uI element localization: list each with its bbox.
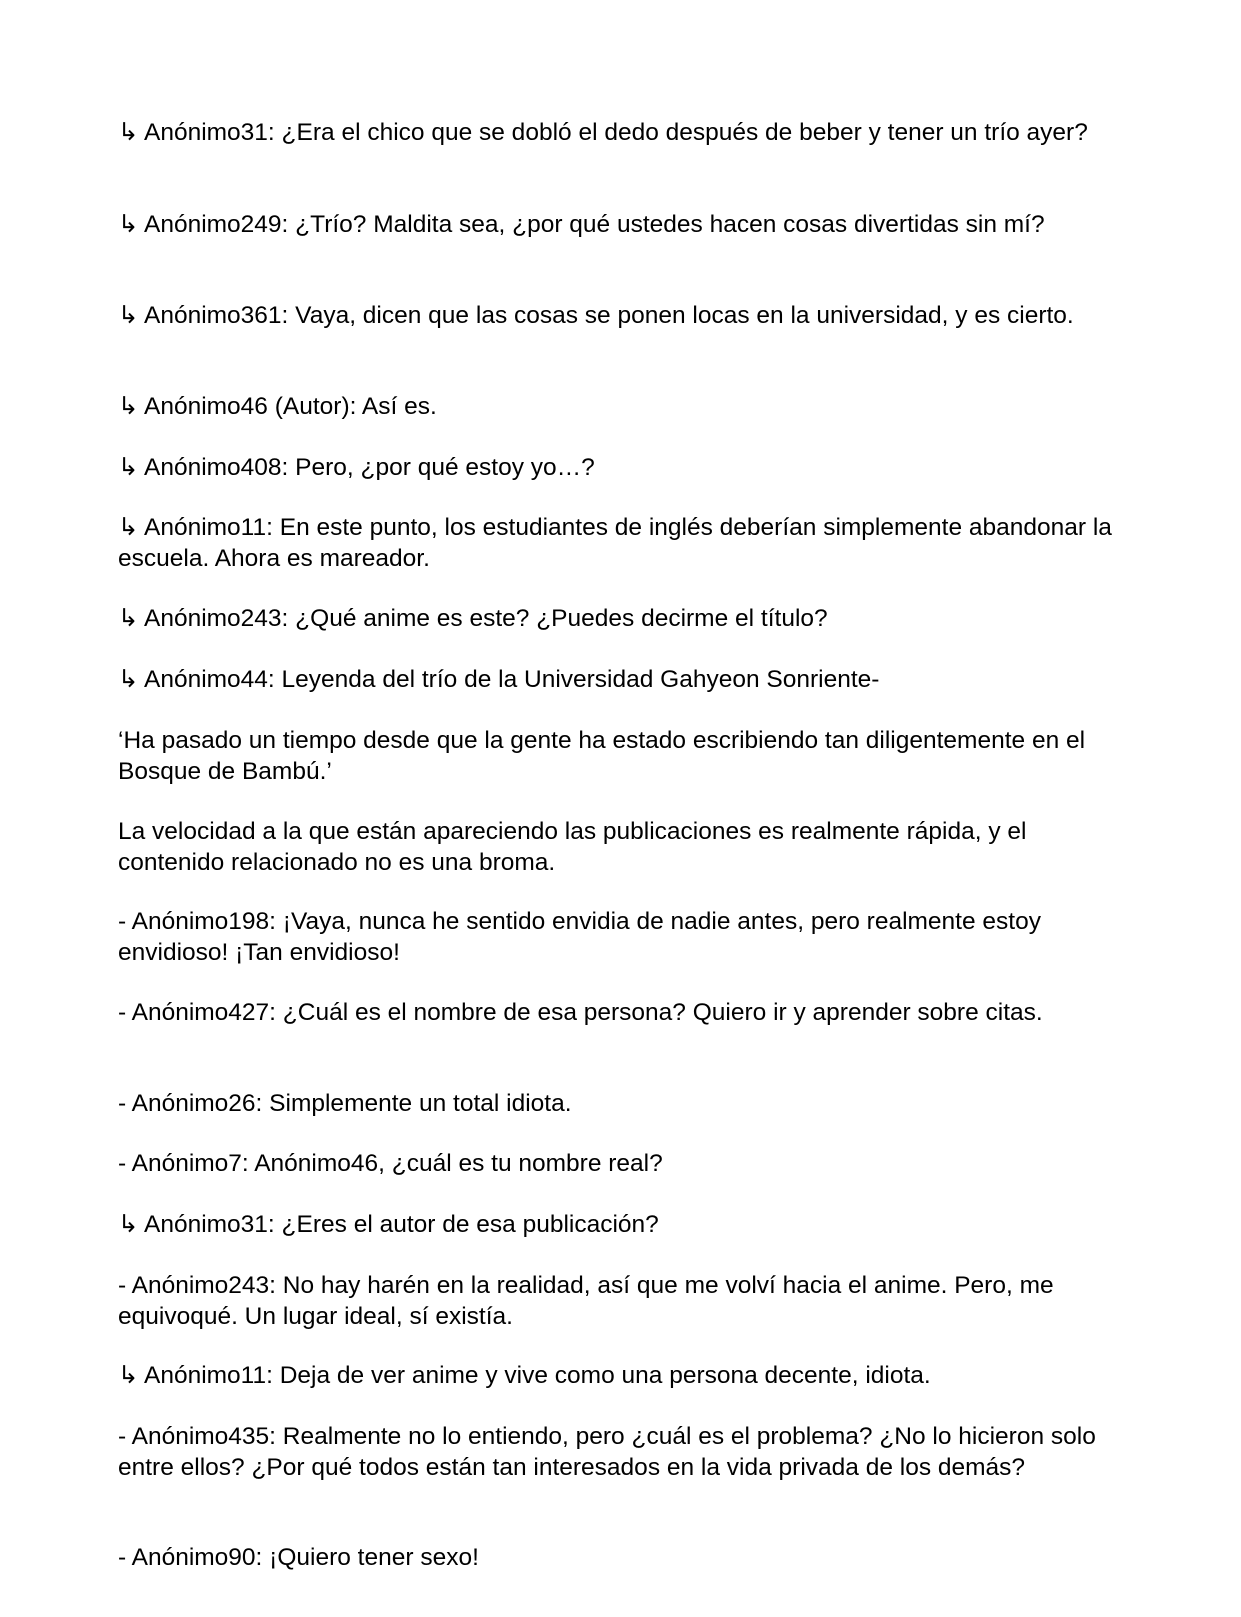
- paragraph-18: - Anónimo435: Realmente no lo entiendo, pero ¿cuál es el problema? ¿No lo hicieron solo entre ellos? ¿Por qué todos están tan interesados en la vida privada de los demás?: [118, 1423, 1096, 1481]
- paragraph-10: La velocidad a la que están apareciendo las publicaciones es realmente rápida, y el contenido relacionado no es una broma.: [118, 818, 1027, 876]
- paragraph-7: ↳ Anónimo243: ¿Qué anime es este? ¿Puedes decirme el título?: [118, 605, 828, 632]
- paragraph-11: - Anónimo198: ¡Vaya, nunca he sentido envidia de nadie antes, pero realmente estoy envidioso! ¡Tan envidioso!: [118, 908, 1041, 966]
- paragraph-15: ↳ Anónimo31: ¿Eres el autor de esa publicación?: [118, 1211, 659, 1238]
- paragraph-19: - Anónimo90: ¡Quiero tener sexo!: [118, 1544, 479, 1571]
- paragraph-8: ↳ Anónimo44: Leyenda del trío de la Universidad Gahyeon Sonriente-: [118, 666, 880, 693]
- paragraph-9: ‘Ha pasado un tiempo desde que la gente ha estado escribiendo tan diligentemente en el Bosque de Bambú.’: [118, 727, 1086, 785]
- paragraph-1: ↳ Anónimo31: ¿Era el chico que se dobló el dedo después de beber y tener un trío ayer?: [118, 119, 1088, 146]
- paragraph-3: ↳ Anónimo361: Vaya, dicen que las cosas se ponen locas en la universidad, y es cierto.: [118, 302, 1074, 329]
- paragraph-17: ↳ Anónimo11: Deja de ver anime y vive como una persona decente, idiota.: [118, 1362, 931, 1389]
- paragraph-5: ↳ Anónimo408: Pero, ¿por qué estoy yo…?: [118, 454, 595, 481]
- paragraph-2: ↳ Anónimo249: ¿Trío? Maldita sea, ¿por qué ustedes hacen cosas divertidas sin mí?: [118, 211, 1045, 238]
- paragraph-12: - Anónimo427: ¿Cuál es el nombre de esa persona? Quiero ir y aprender sobre citas.: [118, 999, 1043, 1026]
- paragraph-14: - Anónimo7: Anónimo46, ¿cuál es tu nombre real?: [118, 1150, 663, 1177]
- paragraph-16: - Anónimo243: No hay harén en la realidad, así que me volví hacia el anime. Pero, me equivoqué. Un lugar ideal, sí existía.: [118, 1272, 1054, 1330]
- paragraph-4: ↳ Anónimo46 (Autor): Así es.: [118, 393, 437, 420]
- paragraph-6: ↳ Anónimo11: En este punto, los estudiantes de inglés deberían simplemente abandonar la escuela. Ahora es mareador.: [118, 514, 1112, 572]
- paragraph-13: - Anónimo26: Simplemente un total idiota.: [118, 1090, 572, 1117]
